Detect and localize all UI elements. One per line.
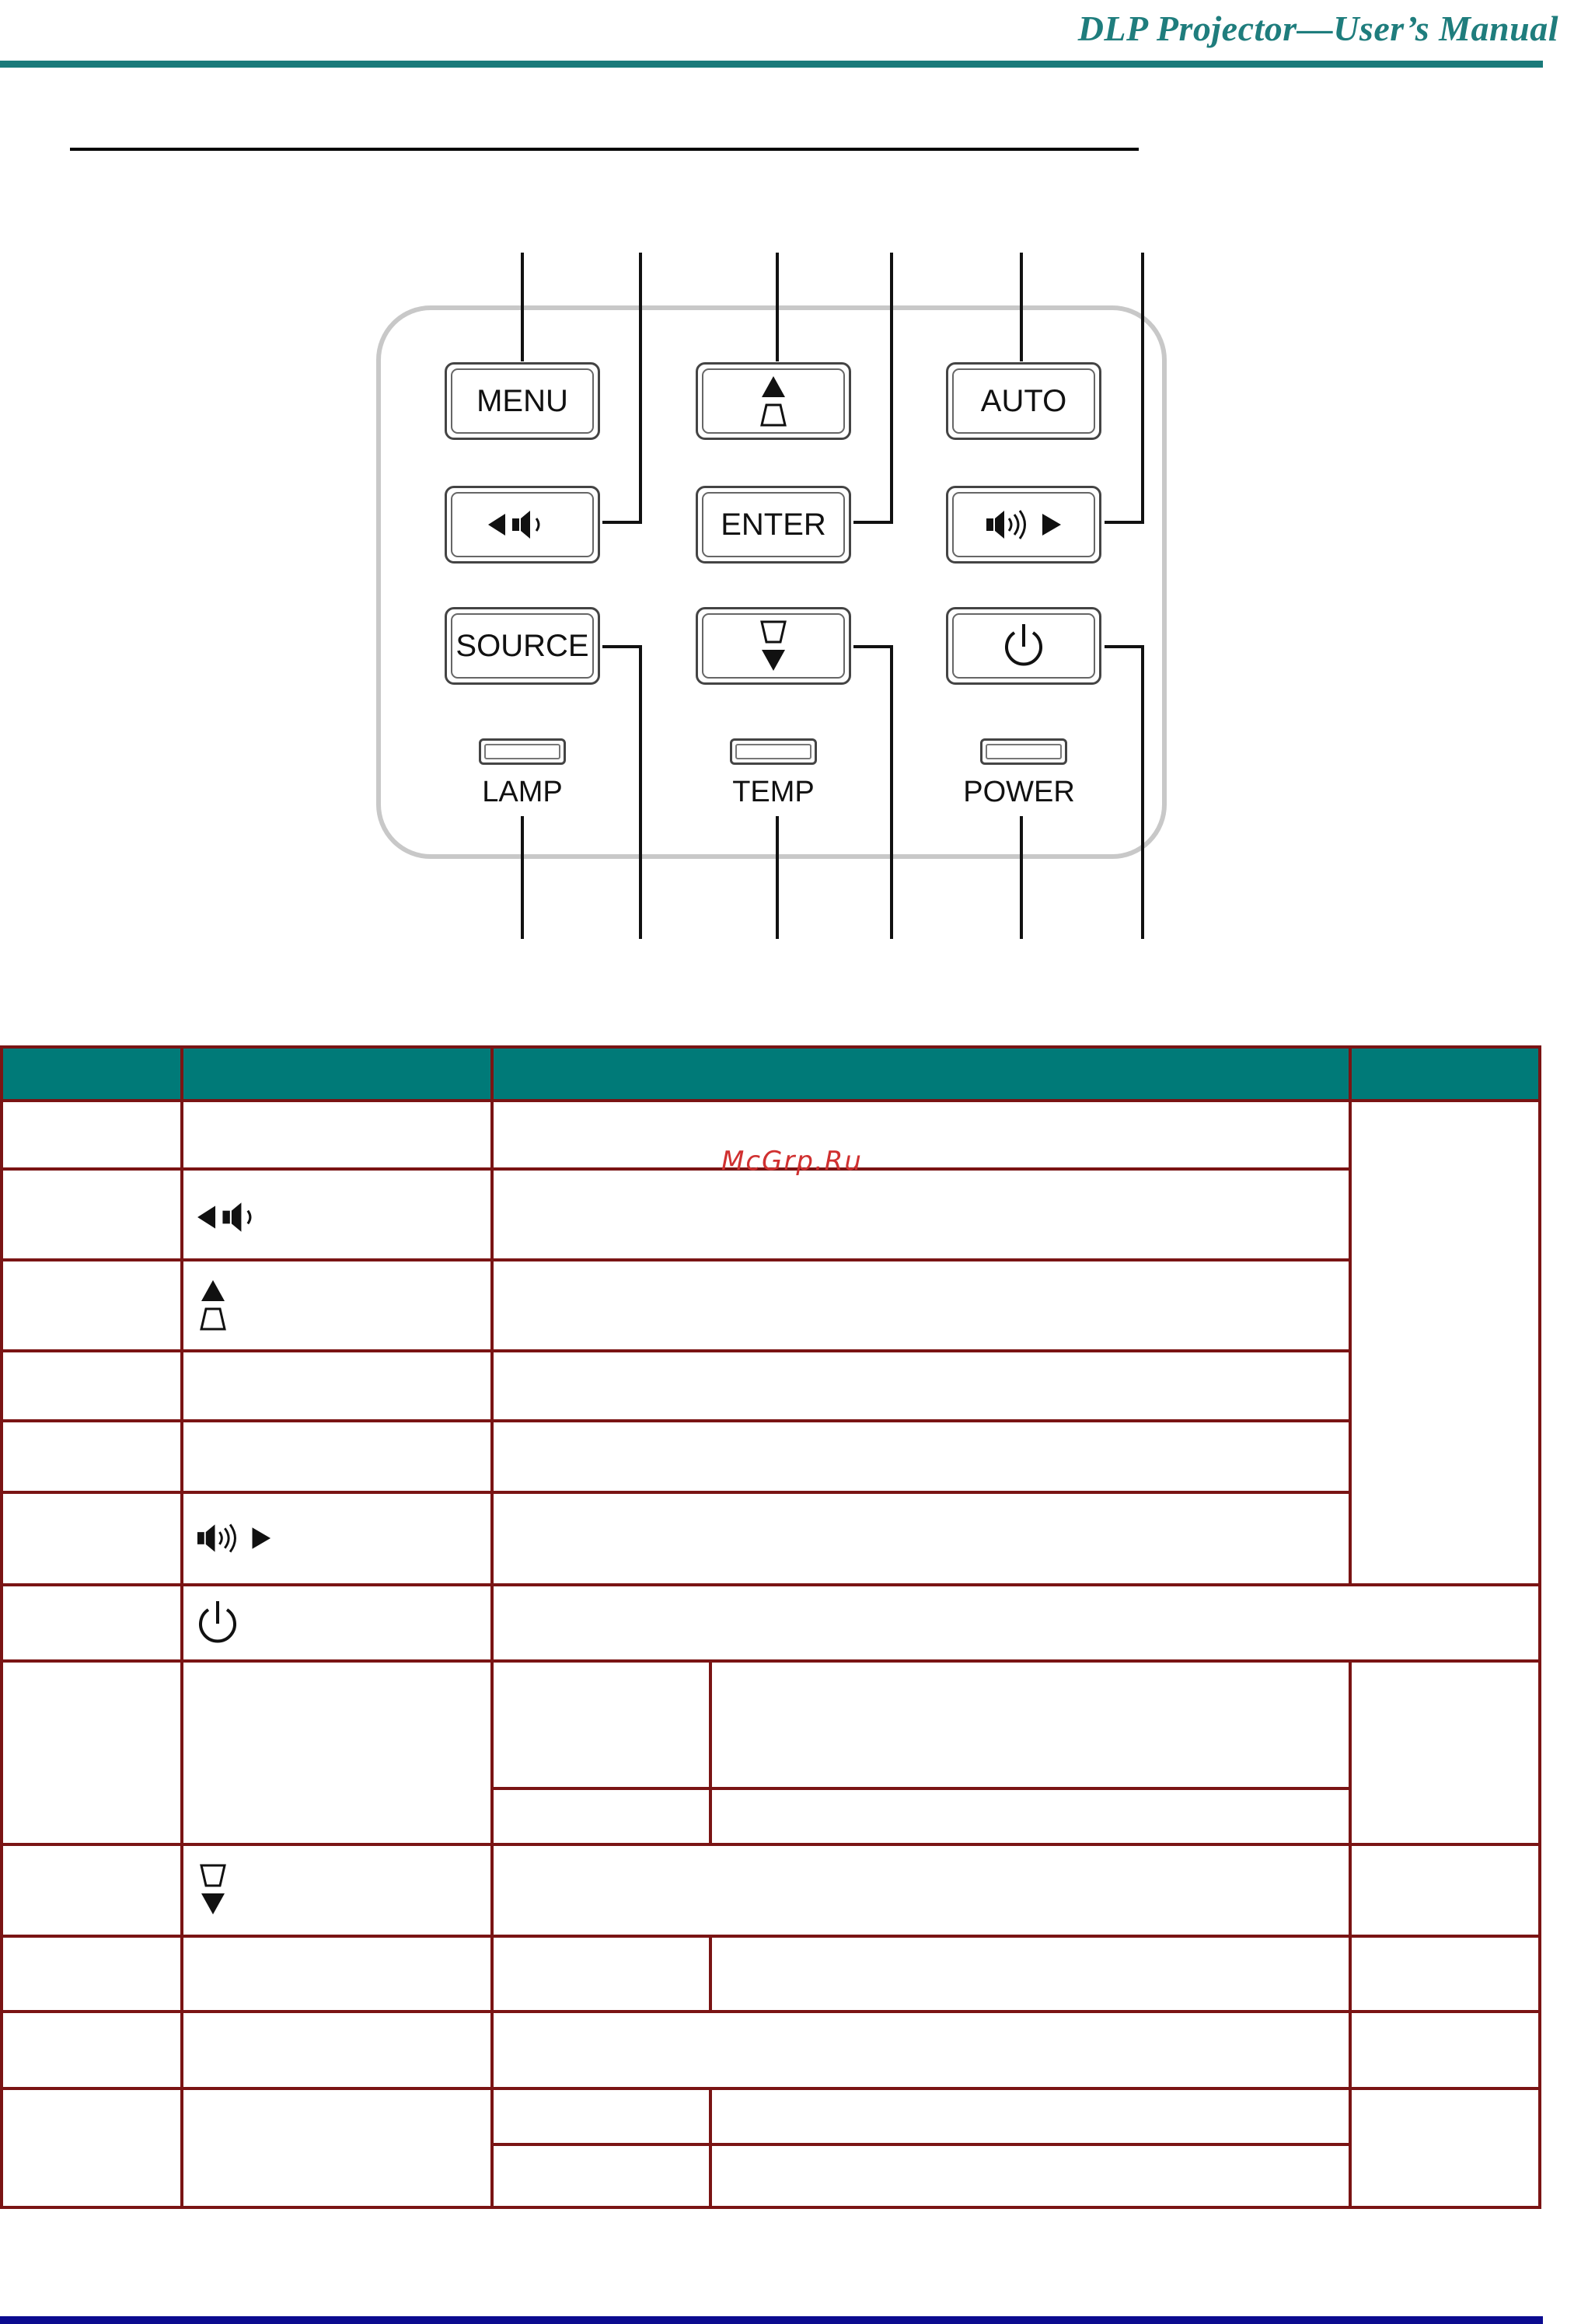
callout-line-volume-down [639, 253, 642, 524]
enter-button-label: ENTER [721, 507, 826, 542]
table-cell [490, 2087, 712, 2146]
footer-rule [0, 2316, 1543, 2324]
keypad-function-table [0, 1045, 1541, 2209]
callout-line-auto [1020, 253, 1023, 361]
table-cell [180, 1659, 494, 1846]
table-cell [490, 1349, 1352, 1422]
lamp-led [479, 738, 566, 765]
table-cell [490, 2143, 712, 2209]
keystone-up-icon [758, 374, 789, 428]
table-cell [180, 1419, 494, 1494]
callout-line-menu [521, 253, 524, 361]
table-cell [0, 1167, 183, 1261]
table-cell [0, 1659, 183, 1846]
table-header-cell [490, 1045, 1352, 1102]
table-cell [1349, 2010, 1541, 2090]
callout-line-power-button [1141, 645, 1144, 939]
callout-line-volume-down-h [602, 521, 642, 524]
volume-up-button[interactable] [946, 486, 1101, 564]
table-cell [490, 1167, 1352, 1261]
source-button-label: SOURCE [455, 628, 589, 663]
volume-up-right-arrow-icon [985, 508, 1063, 542]
callout-line-temp [776, 816, 779, 939]
table-cell [0, 1843, 183, 1938]
table-cell [490, 1491, 1352, 1586]
callout-line-keystone-up [776, 253, 779, 361]
table-cell [1349, 1935, 1541, 2013]
temp-led-label: TEMP [732, 776, 815, 808]
table-cell [180, 1935, 494, 2013]
table-cell [180, 1099, 494, 1171]
callout-line-source-h [602, 645, 642, 648]
auto-button-label: AUTO [980, 383, 1067, 418]
lamp-led-label: LAMP [482, 776, 563, 808]
table-cell [1349, 1659, 1541, 1846]
table-cell [180, 2010, 494, 2090]
callout-line-power-button-h [1105, 645, 1144, 648]
table-cell [709, 1659, 1352, 1790]
table-cell [0, 1935, 183, 2013]
callout-line-power [1020, 816, 1023, 939]
power-button[interactable] [946, 607, 1101, 685]
keystone-down-button[interactable] [696, 607, 851, 685]
table-cell [709, 2087, 1352, 2146]
table-cell [1349, 2087, 1541, 2209]
table-cell [490, 1659, 712, 1790]
callout-line-keystone-down [890, 645, 893, 939]
table-cell [0, 1349, 183, 1422]
table-cell [709, 2143, 1352, 2209]
table-cell [0, 1258, 183, 1352]
enter-button[interactable] [696, 486, 851, 564]
source-button[interactable] [445, 607, 600, 685]
callout-line-lamp [521, 816, 524, 939]
table-header-cell [1349, 1045, 1541, 1102]
callout-line-enter-h [853, 521, 893, 524]
table-cell [490, 1258, 1352, 1352]
power-led [980, 738, 1067, 765]
callout-line-keystone-down-h [853, 645, 893, 648]
table-cell [490, 1099, 1352, 1171]
table-header-cell [180, 1045, 494, 1102]
power-icon [196, 1597, 239, 1649]
keystone-up-button[interactable] [696, 362, 851, 440]
table-header-cell [0, 1045, 183, 1102]
keypad-diagram [0, 0, 1588, 956]
table-cell [180, 2087, 494, 2209]
volume-up-right-arrow-icon [196, 1521, 272, 1555]
table-cell [490, 1787, 712, 1846]
table-cell [490, 2010, 1352, 2090]
table-cell [1349, 1099, 1541, 1586]
power-led-label: POWER [963, 776, 1075, 808]
table-cell [180, 1349, 494, 1422]
table-cell [490, 1419, 1352, 1494]
keystone-down-icon [197, 1858, 229, 1921]
table-cell [1349, 1843, 1541, 1938]
menu-button-label: MENU [476, 383, 568, 418]
volume-down-left-arrow-icon [487, 508, 558, 542]
header-title: DLP Projector—User’s Manual [1077, 9, 1558, 48]
watermark: McGrp.Ru [721, 1146, 863, 1177]
table-cell [0, 1099, 183, 1171]
table-cell [709, 1935, 1352, 2013]
power-icon [1002, 622, 1045, 670]
auto-button[interactable] [946, 362, 1101, 440]
volume-down-button[interactable] [445, 486, 600, 564]
callout-line-volume-up [1141, 253, 1144, 524]
table-cell [0, 2010, 183, 2090]
table-cell [0, 2087, 183, 2209]
table-cell [709, 1787, 1352, 1846]
callout-line-volume-up-h [1105, 521, 1144, 524]
temp-led [730, 738, 817, 765]
keystone-up-icon [197, 1274, 229, 1336]
table-cell [0, 1419, 183, 1494]
volume-down-left-arrow-icon [196, 1199, 270, 1235]
callout-line-enter [890, 253, 893, 524]
menu-button[interactable] [445, 362, 600, 440]
table-cell [490, 1583, 1541, 1663]
table-cell [490, 1935, 712, 2013]
table-cell [490, 1843, 1352, 1938]
keystone-down-icon [758, 619, 789, 673]
callout-line-source [639, 645, 642, 939]
table-cell [0, 1583, 183, 1663]
table-cell [0, 1491, 183, 1586]
